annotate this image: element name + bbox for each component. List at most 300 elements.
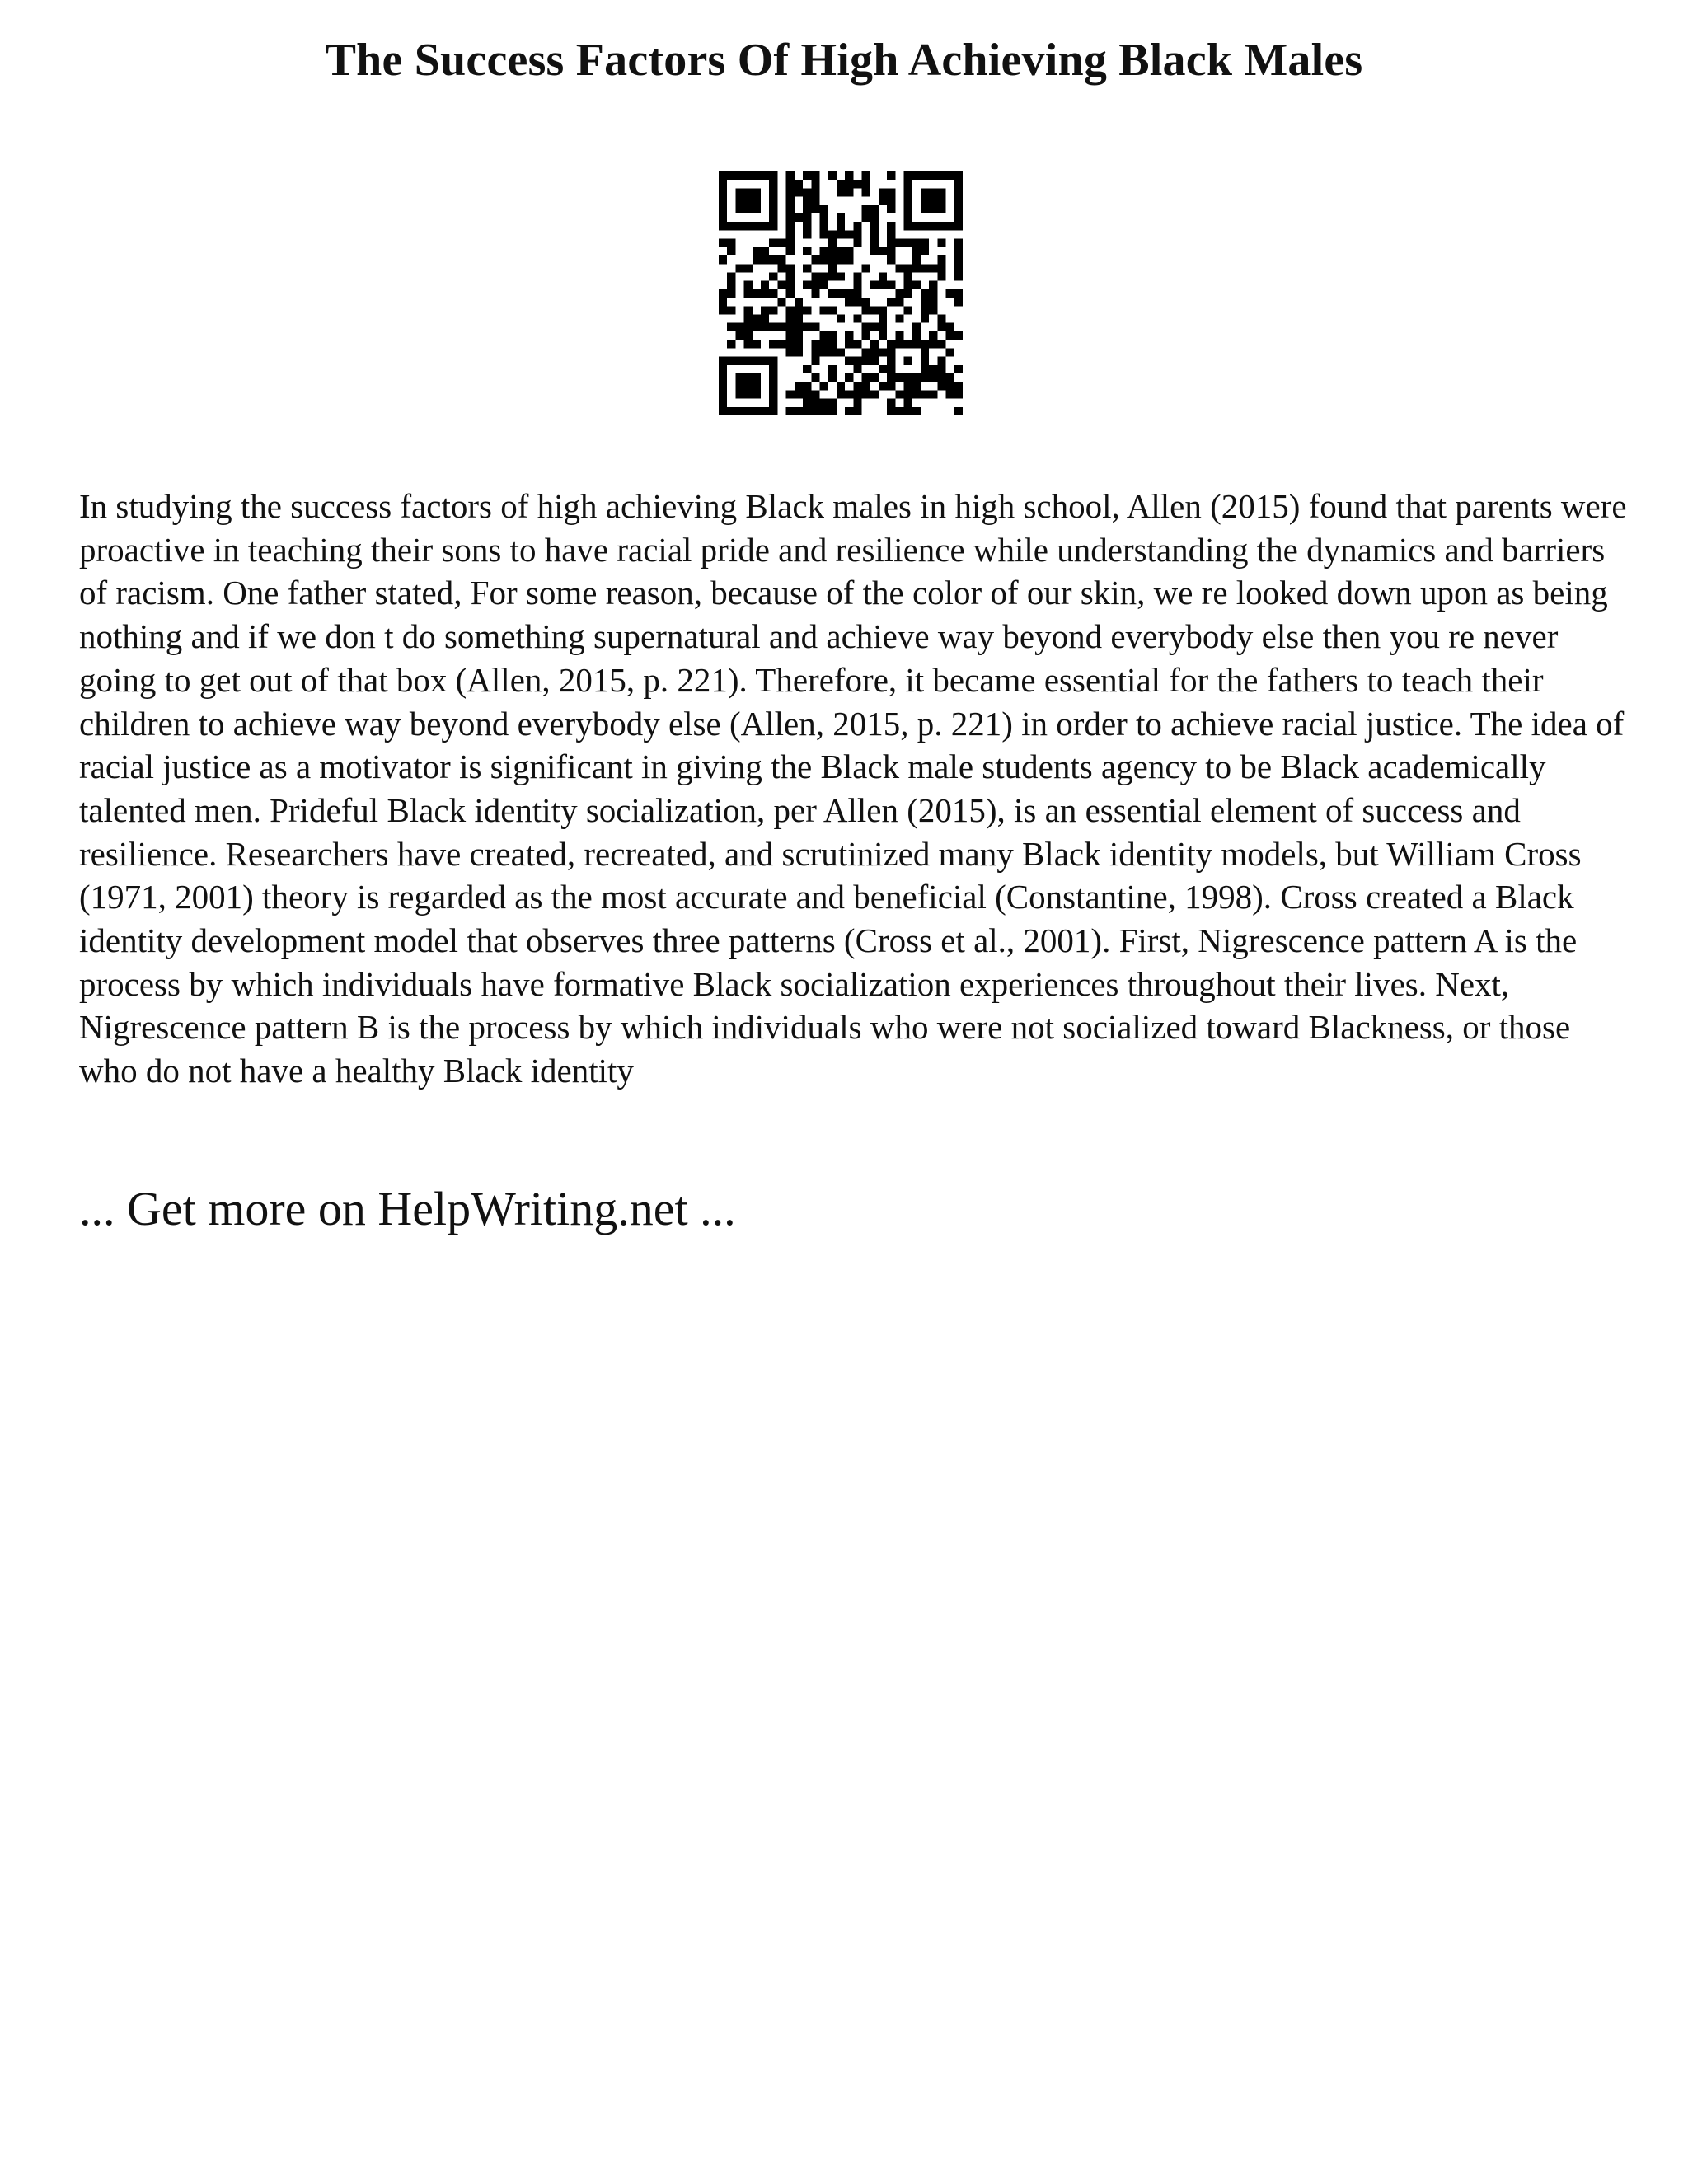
qr-module xyxy=(761,323,769,331)
qr-module xyxy=(803,197,811,205)
qr-module xyxy=(803,222,811,230)
qr-module xyxy=(870,247,879,255)
qr-module xyxy=(879,323,887,331)
qr-module xyxy=(828,230,837,238)
qr-module xyxy=(862,382,870,390)
qr-module xyxy=(937,315,945,323)
qr-module xyxy=(735,323,743,331)
qr-module xyxy=(744,264,753,272)
qr-module xyxy=(887,407,895,415)
qr-module xyxy=(921,239,929,247)
qr-module xyxy=(786,239,795,247)
qr-module xyxy=(921,264,929,272)
qr-module xyxy=(937,340,945,348)
qr-module xyxy=(895,264,903,272)
qr-module xyxy=(811,348,819,356)
qr-module xyxy=(921,390,929,398)
qr-module xyxy=(819,230,828,238)
qr-module xyxy=(727,323,735,331)
qr-module xyxy=(870,213,879,222)
qr-module xyxy=(777,239,785,247)
qr-module xyxy=(946,289,954,298)
qr-module xyxy=(795,213,803,222)
qr-module xyxy=(921,247,929,255)
qr-module xyxy=(837,213,845,222)
qr-module xyxy=(719,289,727,298)
qr-module xyxy=(795,390,803,398)
qr-module xyxy=(777,264,785,272)
qr-module xyxy=(870,281,879,289)
qr-module xyxy=(795,331,803,340)
qr-module xyxy=(727,340,735,348)
qr-module xyxy=(845,230,853,238)
qr-module xyxy=(819,399,828,407)
qr-module xyxy=(744,289,753,298)
qr-module xyxy=(879,348,887,356)
qr-module xyxy=(954,272,963,280)
qr-module xyxy=(937,255,945,264)
qr-module xyxy=(862,348,870,356)
qr-module xyxy=(895,298,903,306)
qr-module xyxy=(879,382,887,390)
qr-module xyxy=(828,289,837,298)
qr-module xyxy=(811,407,819,415)
qr-module xyxy=(837,348,845,356)
qr-module xyxy=(895,289,903,298)
qr-module xyxy=(803,213,811,222)
qr-module xyxy=(853,222,861,230)
qr-module xyxy=(819,213,828,222)
qr-module xyxy=(828,306,837,314)
qr-module xyxy=(879,197,887,205)
qr-module xyxy=(811,197,819,205)
qr-module xyxy=(870,348,879,356)
qr-module xyxy=(786,205,795,213)
qr-module xyxy=(837,382,845,390)
qr-module xyxy=(946,373,954,382)
qr-module xyxy=(777,323,785,331)
qr-module xyxy=(811,272,819,280)
qr-module xyxy=(795,340,803,348)
qr-module xyxy=(811,171,819,180)
qr-module xyxy=(819,407,828,415)
qr-module xyxy=(853,340,861,348)
qr-module xyxy=(744,315,753,323)
qr-module xyxy=(828,348,837,356)
qr-module xyxy=(744,340,753,348)
qr-module xyxy=(795,298,803,306)
qr-module xyxy=(786,247,795,255)
qr-module xyxy=(727,289,735,298)
qr-module xyxy=(929,365,937,373)
qr-module xyxy=(912,281,921,289)
qr-module xyxy=(753,323,761,331)
qr-module xyxy=(735,331,743,340)
qr-module xyxy=(786,407,795,415)
qr-module xyxy=(870,205,879,213)
qr-module xyxy=(912,239,921,247)
qr-module xyxy=(828,407,837,415)
qr-module xyxy=(904,289,912,298)
qr-module xyxy=(795,348,803,356)
qr-module xyxy=(828,255,837,264)
qr-module xyxy=(786,213,795,222)
qr-module xyxy=(895,407,903,415)
qr-module xyxy=(837,230,845,238)
qr-module xyxy=(845,407,853,415)
qr-module xyxy=(937,323,945,331)
qr-module xyxy=(921,315,929,323)
qr-module xyxy=(870,222,879,230)
qr-module xyxy=(777,340,785,348)
qr-module xyxy=(753,247,761,255)
qr-module xyxy=(769,239,777,247)
qr-module xyxy=(719,306,727,314)
qr-module xyxy=(761,306,769,314)
qr-module xyxy=(819,222,828,230)
qr-module xyxy=(887,188,895,196)
qr-module xyxy=(828,331,837,340)
qr-module xyxy=(937,365,945,373)
qr-module xyxy=(870,357,879,365)
qr-module xyxy=(811,188,819,196)
qr-module xyxy=(853,357,861,365)
qr-module xyxy=(753,340,761,348)
qr-module xyxy=(819,340,828,348)
qr-module xyxy=(761,289,769,298)
qr-module xyxy=(735,264,743,272)
qr-module xyxy=(769,255,777,264)
qr-module xyxy=(803,382,811,390)
qr-module xyxy=(895,239,903,247)
qr-module xyxy=(954,390,963,398)
qr-module xyxy=(954,382,963,390)
qr-module xyxy=(727,281,735,289)
qr-module xyxy=(811,373,819,382)
qr-module xyxy=(879,306,887,314)
qr-module xyxy=(786,306,795,314)
qr-module xyxy=(904,390,912,398)
qr-module xyxy=(887,171,895,180)
qr-module xyxy=(786,171,795,180)
qr-module xyxy=(828,171,837,180)
qr-module xyxy=(828,365,837,373)
qr-module xyxy=(803,323,811,331)
qr-module xyxy=(811,255,819,264)
qr-module xyxy=(744,306,753,314)
qr-module xyxy=(937,264,945,272)
qr-module xyxy=(769,306,777,314)
qr-module xyxy=(845,357,853,365)
qr-module xyxy=(946,382,954,390)
qr-module xyxy=(946,331,954,340)
qr-module xyxy=(811,180,819,188)
qr-module xyxy=(853,272,861,280)
qr-module xyxy=(837,390,845,398)
qr-module xyxy=(879,281,887,289)
qr-module xyxy=(753,315,761,323)
qr-module xyxy=(853,315,861,323)
qr-module xyxy=(937,239,945,247)
qr-module xyxy=(727,272,735,280)
qr-module xyxy=(879,331,887,340)
qr-module xyxy=(837,315,845,323)
qr-module xyxy=(786,340,795,348)
qr-module xyxy=(862,357,870,365)
qr-module xyxy=(929,281,937,289)
qr-module xyxy=(921,298,929,306)
qr-module xyxy=(845,331,853,340)
qr-module xyxy=(946,390,954,398)
qr-module xyxy=(803,230,811,238)
qr-module xyxy=(727,306,735,314)
qr-module xyxy=(862,205,870,213)
qr-module xyxy=(887,255,895,264)
qr-module xyxy=(887,230,895,238)
qr-module xyxy=(904,264,912,272)
qr-module xyxy=(811,340,819,348)
qr-module xyxy=(845,171,853,180)
qr-module xyxy=(862,188,870,196)
qr-module xyxy=(845,298,853,306)
qr-module xyxy=(769,340,777,348)
qr-module xyxy=(954,407,963,415)
qr-module xyxy=(777,298,785,306)
qr-module xyxy=(862,264,870,272)
qr-module xyxy=(761,281,769,289)
qr-module xyxy=(795,382,803,390)
qr-module xyxy=(845,247,853,255)
qr-module xyxy=(803,205,811,213)
qr-module xyxy=(862,213,870,222)
qr-module xyxy=(811,390,819,398)
qr-module xyxy=(828,373,837,382)
qr-module xyxy=(870,306,879,314)
qr-module xyxy=(954,247,963,255)
qr-module xyxy=(803,390,811,398)
qr-module xyxy=(937,382,945,390)
qr-module xyxy=(837,180,845,188)
qr-module xyxy=(887,382,895,390)
qr-module xyxy=(954,255,963,264)
qr-module xyxy=(786,180,795,188)
qr-module xyxy=(795,188,803,196)
qr-module xyxy=(937,357,945,365)
qr-module xyxy=(837,188,845,196)
qr-module xyxy=(904,407,912,415)
qr-module xyxy=(862,390,870,398)
qr-module xyxy=(870,230,879,238)
qr-module xyxy=(777,255,785,264)
qr-module xyxy=(786,188,795,196)
qr-module xyxy=(795,315,803,323)
qr-module xyxy=(912,247,921,255)
qr-module xyxy=(837,255,845,264)
qr-module xyxy=(819,331,828,340)
qr-module xyxy=(904,281,912,289)
qr-module xyxy=(862,180,870,188)
qr-module xyxy=(879,365,887,373)
qr-module xyxy=(803,407,811,415)
qr-module xyxy=(803,399,811,407)
qr-module xyxy=(777,281,785,289)
qr-module xyxy=(870,340,879,348)
qr-module xyxy=(937,373,945,382)
qr-module xyxy=(828,399,837,407)
qr-module xyxy=(853,382,861,390)
page-title: The Success Factors Of High Achieving Black Males xyxy=(325,35,1363,86)
qr-module xyxy=(828,239,837,247)
qr-module xyxy=(862,323,870,331)
qr-module xyxy=(921,289,929,298)
qr-module xyxy=(870,323,879,331)
qr-module xyxy=(719,255,727,264)
qr-module xyxy=(937,272,945,280)
qr-module xyxy=(845,390,853,398)
qr-module xyxy=(819,348,828,356)
qr-module xyxy=(828,340,837,348)
qr-module xyxy=(803,264,811,272)
qr-module xyxy=(803,281,811,289)
qr-module xyxy=(744,331,753,340)
qr-module xyxy=(853,365,861,373)
qr-module xyxy=(887,222,895,230)
qr-module xyxy=(946,348,954,356)
qr-module xyxy=(954,289,963,298)
qr-module xyxy=(837,222,845,230)
qr-module xyxy=(811,289,819,298)
qr-module xyxy=(895,390,903,398)
get-more-link[interactable]: ... Get more on HelpWriting.net ... xyxy=(79,1182,736,1235)
qr-module xyxy=(819,272,828,280)
qr-module xyxy=(803,306,811,314)
qr-module xyxy=(819,247,828,255)
qr-module xyxy=(786,331,795,340)
qr-module xyxy=(887,205,895,213)
qr-module xyxy=(828,247,837,255)
qr-module xyxy=(795,407,803,415)
qr-module xyxy=(803,247,811,255)
qr-module xyxy=(954,264,963,272)
qr-module xyxy=(904,272,912,280)
qr-module xyxy=(795,323,803,331)
qr-module xyxy=(912,407,921,415)
qr-module xyxy=(929,390,937,398)
qr-module xyxy=(786,197,795,205)
qr-module xyxy=(887,399,895,407)
qr-module xyxy=(795,306,803,314)
qr-module xyxy=(769,289,777,298)
qr-module xyxy=(912,382,921,390)
qr-module xyxy=(811,281,819,289)
qr-module xyxy=(862,298,870,306)
qr-module xyxy=(895,315,903,323)
qr-module xyxy=(744,323,753,331)
qr-module xyxy=(921,306,929,314)
qr-module xyxy=(761,247,769,255)
qr-module xyxy=(904,239,912,247)
qr-module xyxy=(853,230,861,238)
qr-module xyxy=(803,188,811,196)
qr-module xyxy=(845,373,853,382)
qr-module xyxy=(811,323,819,331)
qr-module xyxy=(862,171,870,180)
qr-module xyxy=(904,399,912,407)
qr-module xyxy=(727,247,735,255)
qr-module xyxy=(912,264,921,272)
qr-module xyxy=(845,188,853,196)
qr-module xyxy=(929,306,937,314)
qr-module xyxy=(853,180,861,188)
qr-code-icon xyxy=(719,171,963,415)
qr-module xyxy=(786,222,795,230)
qr-module xyxy=(803,171,811,180)
qr-module xyxy=(853,281,861,289)
qr-module xyxy=(879,272,887,280)
qr-module xyxy=(904,306,912,314)
qr-module xyxy=(895,331,903,340)
qr-module xyxy=(862,331,870,340)
qr-module xyxy=(853,298,861,306)
qr-module xyxy=(870,390,879,398)
qr-module xyxy=(954,239,963,247)
qr-module xyxy=(904,382,912,390)
qr-module xyxy=(862,373,870,382)
qr-module xyxy=(753,255,761,264)
qr-module xyxy=(853,239,861,247)
qr-module xyxy=(786,230,795,238)
qr-module xyxy=(929,264,937,272)
qr-module xyxy=(819,205,828,213)
qr-module xyxy=(819,306,828,314)
qr-module xyxy=(819,382,828,390)
qr-module xyxy=(811,357,819,365)
qr-module xyxy=(837,272,845,280)
qr-module xyxy=(786,390,795,398)
qr-module xyxy=(786,272,795,280)
qr-module xyxy=(853,390,861,398)
qr-module xyxy=(719,239,727,247)
qr-module xyxy=(753,289,761,298)
qr-module xyxy=(837,247,845,255)
qr-module xyxy=(929,340,937,348)
body-paragraph: In studying the success factors of high achieving Black males in high school, Allen (2015) found that parents were proactive in teaching their sons to have racial pride and resilience while understanding the dynamics and barriers of racism. One father stated, For some reason, because of the color of our skin, we re looked down upon as being nothing and if we don t do something supernatural and achieve way beyond everybody else then you re never going to get out of that box (Allen, 2015, p. 221). Therefore, it became essential for the fathers to teach their children to achieve way beyond everybody else (Allen, 2015, p. 221) in order to achieve racial justice. The idea of racial justice as a motivator is significant in giving the Black male students agency to be Black academically talented men. Prideful Black identity socialization, per Allen (2015), is an essential element of success and resilience. Researchers have created, recreated, and scrutinized many Black identity models, but William Cross (1971, 2001) theory is regarded as the most accurate and beneficial (Constantine, 1998). Cross created a Black identity development model that observes three patterns (Cross et al., 2001). First, Nigrescence pattern A is the process by which individuals have formative Black socialization experiences throughout their lives. Next, Nigrescence pattern B is the process by which individuals who were not socialized toward Blackness, or those who do not have a healthy Black identity xyxy=(79,487,1627,1090)
qr-module xyxy=(879,188,887,196)
qr-module xyxy=(719,298,727,306)
qr-module xyxy=(954,298,963,306)
qr-module xyxy=(870,239,879,247)
qr-module xyxy=(828,272,837,280)
qr-module xyxy=(887,197,895,205)
qr-module xyxy=(819,255,828,264)
qr-module xyxy=(761,255,769,264)
qr-module xyxy=(811,399,819,407)
qr-module xyxy=(912,331,921,340)
qr-module xyxy=(912,323,921,331)
qr-module xyxy=(786,289,795,298)
qr-module xyxy=(845,180,853,188)
qr-module xyxy=(929,331,937,340)
qr-module xyxy=(887,239,895,247)
qr-module xyxy=(887,281,895,289)
qr-module xyxy=(853,289,861,298)
qr-module xyxy=(912,255,921,264)
qr-module xyxy=(954,331,963,340)
qr-module xyxy=(879,247,887,255)
qr-module xyxy=(887,298,895,306)
qr-module xyxy=(954,365,963,373)
qr-module xyxy=(853,407,861,415)
